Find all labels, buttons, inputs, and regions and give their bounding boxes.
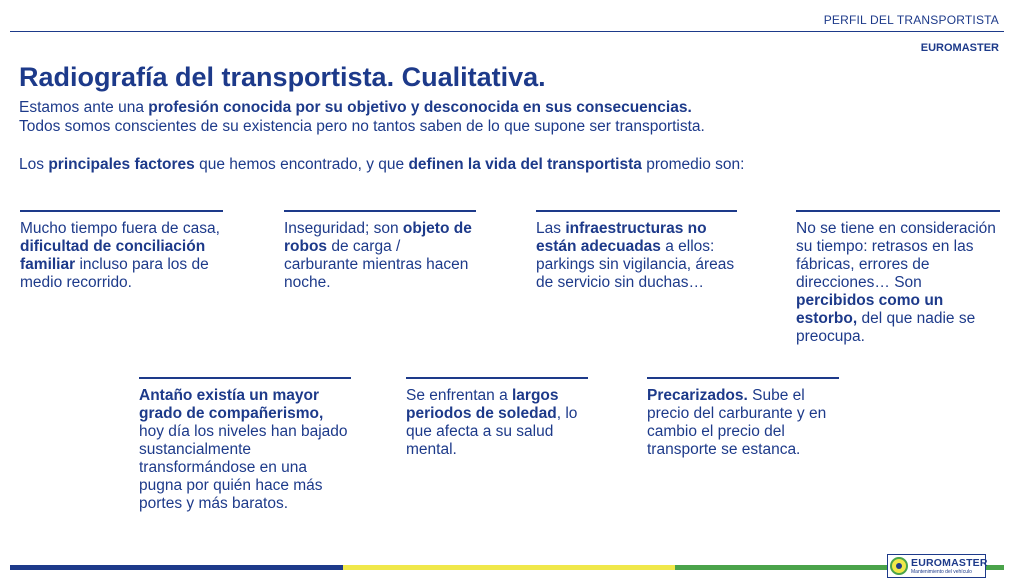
factor-text-emphasis: infraestructuras no están adecuadas xyxy=(536,220,707,255)
header-divider xyxy=(10,31,1004,32)
intro-line-3 xyxy=(19,155,1009,174)
factor-text xyxy=(406,387,588,459)
logo-emblem-icon xyxy=(890,557,908,575)
factor-text-emphasis: largos periodos de soledad xyxy=(406,387,559,422)
intro-line-1 xyxy=(19,98,1009,117)
factor-text-emphasis: objeto de robos xyxy=(284,220,472,255)
factor-text xyxy=(536,220,737,292)
factor-card-time-disregard xyxy=(796,210,1000,346)
factor-text-emphasis: dificultad de conciliación familiar xyxy=(20,238,206,273)
euromaster-logo xyxy=(887,554,986,578)
intro-line-2: Todos somos conscientes de su existencia pero no tantos saben de lo que supone ser transportista. xyxy=(19,118,705,135)
factor-rule xyxy=(139,377,351,379)
factor-text-emphasis: percibidos como un estorbo, xyxy=(796,292,944,327)
factor-card-precarious xyxy=(647,377,839,459)
factor-rule xyxy=(536,210,737,212)
factor-text xyxy=(796,220,1000,346)
factor-text-part: Las xyxy=(536,220,566,237)
intro-line-1-emphasis: profesión conocida por su objetivo y desconocida en sus consecuencias. xyxy=(148,99,692,116)
factor-text-part: Inseguridad; son xyxy=(284,220,403,237)
factor-card-time-away xyxy=(20,210,223,292)
factor-text xyxy=(284,220,476,292)
factor-text-part: No se tiene en consideración su tiempo: retrasos en las fábricas, errores de direcciones… Son xyxy=(796,220,996,291)
factor-text-part: de carga / carburante mientras hacen noche. xyxy=(284,238,469,291)
footer-bar-green xyxy=(675,565,887,570)
factor-text-part: , lo que afecta a su salud mental. xyxy=(406,405,578,458)
factor-card-companionship xyxy=(139,377,351,513)
factor-text-emphasis: Antaño existía un mayor grado de compañerismo, xyxy=(139,387,324,422)
factor-card-insecurity xyxy=(284,210,476,292)
factor-rule xyxy=(20,210,223,212)
logo-tagline: Mantenimiento del vehículo xyxy=(911,569,972,575)
factor-text-part: Sube el precio del carburante y en cambio el precio del transporte se estanca. xyxy=(647,387,827,458)
factor-text-part: del que nadie se preocupa. xyxy=(796,310,976,345)
footer-bar-blue xyxy=(10,565,343,570)
factor-text-emphasis: Precarizados. xyxy=(647,387,748,404)
intro-line-1-text: Estamos ante una xyxy=(19,99,149,116)
factor-rule xyxy=(406,377,588,379)
factor-text-part: Mucho tiempo fuera de casa, xyxy=(20,220,220,237)
intro-spacer xyxy=(19,136,1009,155)
intro-line-3-text-3: promedio son: xyxy=(641,156,745,173)
factor-text-part: incluso para los de medio recorrido. xyxy=(20,256,209,291)
footer-bar-yellow xyxy=(343,565,675,570)
page-title: Radiografía del transportista. Cualitativa. xyxy=(19,62,546,92)
footer-bar-green-end xyxy=(986,565,1004,570)
intro-line-3-text: Los xyxy=(19,156,49,173)
factor-text-part: Se enfrentan a xyxy=(406,387,512,404)
intro-text xyxy=(19,98,1009,174)
factor-text xyxy=(139,387,351,513)
factor-rule xyxy=(284,210,476,212)
section-label: PERFIL DEL TRANSPORTISTA xyxy=(823,13,999,27)
factor-rule xyxy=(647,377,839,379)
factor-text xyxy=(647,387,839,459)
brand-name: EUROMASTER xyxy=(920,42,999,54)
factor-text xyxy=(20,220,223,292)
factor-text-part: a ellos: parkings sin vigilancia, áreas de servicio sin duchas… xyxy=(536,238,735,291)
factor-text-part: hoy día los niveles han bajado sustancialmente transformándose en una pugna por quién hace más portes y más baratos. xyxy=(139,423,348,512)
factor-rule xyxy=(796,210,1000,212)
intro-line-3-emphasis-1: principales factores xyxy=(48,156,195,173)
logo-wordmark: EUROMASTER xyxy=(911,557,988,569)
factor-card-infrastructure xyxy=(536,210,737,292)
intro-line-3-text-2: que hemos encontrado, y que xyxy=(194,156,409,173)
factor-card-loneliness xyxy=(406,377,588,459)
intro-line-3-emphasis-2: definen la vida del transportista xyxy=(408,156,642,173)
